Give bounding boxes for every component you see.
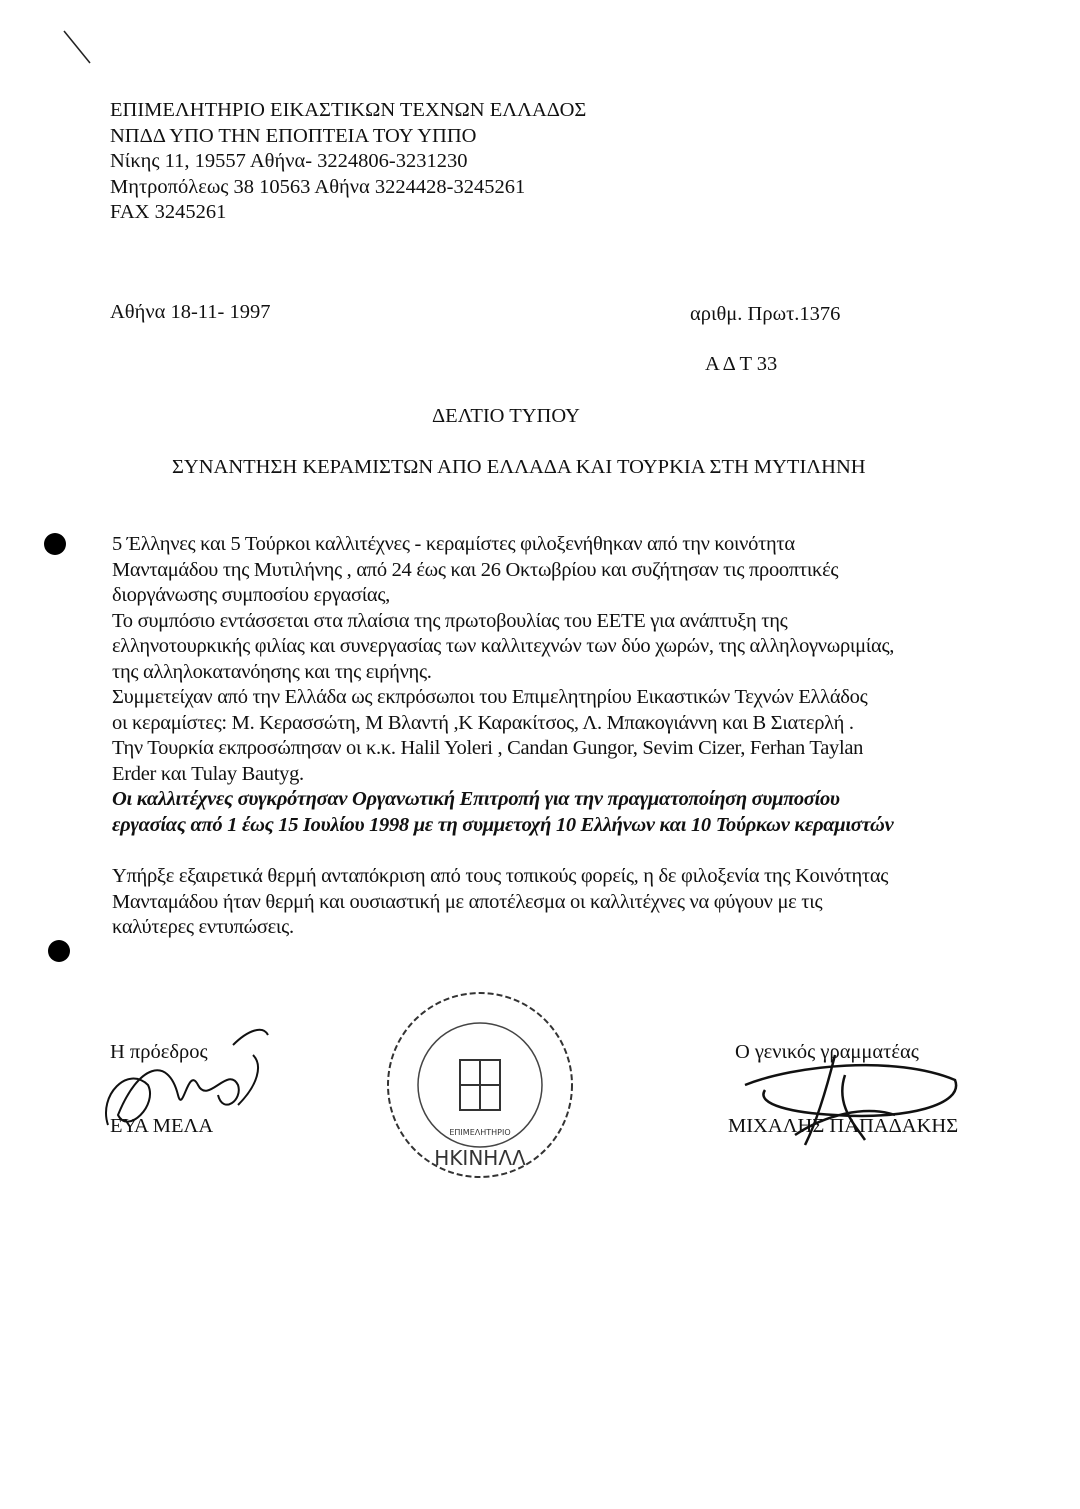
left-signatory-name: ΕΥΑ ΜΕΛΑ: [110, 1115, 214, 1137]
letterhead-line: FAX 3245261: [110, 201, 227, 223]
left-signature: [88, 1025, 288, 1145]
letterhead-line: Μητροπόλεως 38 10563 Αθήνα 3224428-3245261: [110, 175, 526, 198]
stamp-outer-text: ΗΚΙΝΗΛΛ: [434, 1146, 526, 1170]
closing-line: καλύτερες εντυπώσεις.: [112, 916, 294, 938]
punch-hole-top: [44, 533, 66, 555]
letterhead-line: ΝΠΔΔ ΥΠΟ ΤΗΝ ΕΠΟΠΤΕΙΑ ΤΟΥ ΥΠΠΟ: [110, 124, 477, 147]
body-text: [112, 532, 894, 838]
official-stamp: [380, 985, 580, 1185]
right-signature: [735, 1045, 975, 1155]
bold-line: εργασίας από 1 έως 15 Ιουλίου 1998 με τη συμμετοχή 10 Ελλήνων και 10 Τούρκων κεραμιστών: [112, 813, 894, 836]
body-line: Το συμπόσιο εντάσσεται στα πλαίσια της πρωτοβουλίας του ΕΕΤΕ για ανάπτυξη της: [112, 609, 788, 632]
reference-code: Α Δ Τ 33: [705, 353, 778, 375]
bold-line: Οι καλλιτέχνες συγκρότησαν Οργανωτική Επιτροπή για την πραγματοποίηση συμποσίου: [112, 788, 840, 810]
letterhead-line: Νίκης 11, 19557 Αθήνα- 3224806-3231230: [110, 150, 468, 172]
right-signatory-name: ΜΙΧΑΛΗΣ ΠΑΠΑΔΑΚΗΣ: [728, 1115, 959, 1137]
right-signatory-title: Ο γενικός γραμματέας: [735, 1041, 919, 1063]
body-line: 5 Έλληνες και 5 Τούρκοι καλλιτέχνες - κεραμίστες φιλοξενήθηκαν από την κοινότητα: [112, 533, 795, 555]
subject: ΣΥΝΑΝΤΗΣΗ ΚΕΡΑΜΙΣΤΩΝ ΑΠΟ ΕΛΛΑΔΑ ΚΑΙ ΤΟΥΡΚΙΑ ΣΤΗ ΜΥΤΙΛΗΝΗ: [172, 456, 866, 478]
body-line: της αλληλοκατανόησης και της ειρήνης.: [112, 660, 432, 683]
scan-mark: [60, 25, 100, 75]
body-line: οι κεραμίστες: Μ. Κερασσώτη, Μ Βλαντή ,Κ Καρακίτσος, Λ. Μπακογιάννη και Β Σιατερλή .: [112, 711, 854, 734]
body-line: διοργάνωσης συμποσίου εργασίας,: [112, 584, 391, 606]
body-line: Την Τουρκία εκπροσώπησαν οι κ.κ. Halil Yoleri , Candan Gungor, Sevim Cizer, Ferhan Taylan: [112, 737, 864, 759]
punch-hole-bottom: [48, 940, 70, 962]
document-type: ΔΕΛΤΙΟ ΤΥΠΟΥ: [432, 405, 580, 427]
body-line: ελληνοτουρκικής φιλίας και συνεργασίας των καλλιτεχνών των δύο χωρών, της αλληλογνωριμίας,: [112, 635, 895, 657]
letterhead: [110, 98, 586, 226]
left-signatory-title: Η πρόεδρος: [110, 1041, 208, 1063]
closing-line: Υπήρξε εξαιρετικά θερμή ανταπόκριση από τους τοπικούς φορείς, η δε φιλοξενία της Κοινότητας: [112, 865, 889, 887]
letterhead-line: ΕΠΙΜΕΛΗΤΗΡΙΟ ΕΙΚΑΣΤΙΚΩΝ ΤΕΧΝΩΝ ΕΛΛΑΔΟΣ: [110, 99, 587, 121]
closing-line: Μανταμάδου ήταν θερμή και ουσιαστική με αποτέλεσμα οι καλλιτέχνες να φύγουν με τις: [112, 890, 823, 913]
stamp-inner-text: ΕΠΙΜΕΛΗΤΗΡΙΟ: [449, 1128, 511, 1137]
date: Αθήνα 18-11- 1997: [110, 301, 271, 323]
body-line: Μανταμάδου της Μυτιλήνης , από 24 έως και 26 Οκτωβρίου και συζήτησαν τις προοπτικές: [112, 558, 839, 581]
closing-text: [112, 864, 888, 941]
body-line: Συμμετείχαν από την Ελλάδα ως εκπρόσωποι του Επιμελητηρίου Εικαστικών Τεχνών Ελλάδος: [112, 686, 868, 708]
protocol-number: αριθμ. Πρωτ.1376: [690, 303, 841, 325]
body-line: Erder και Tulay Bautyg.: [112, 762, 304, 785]
